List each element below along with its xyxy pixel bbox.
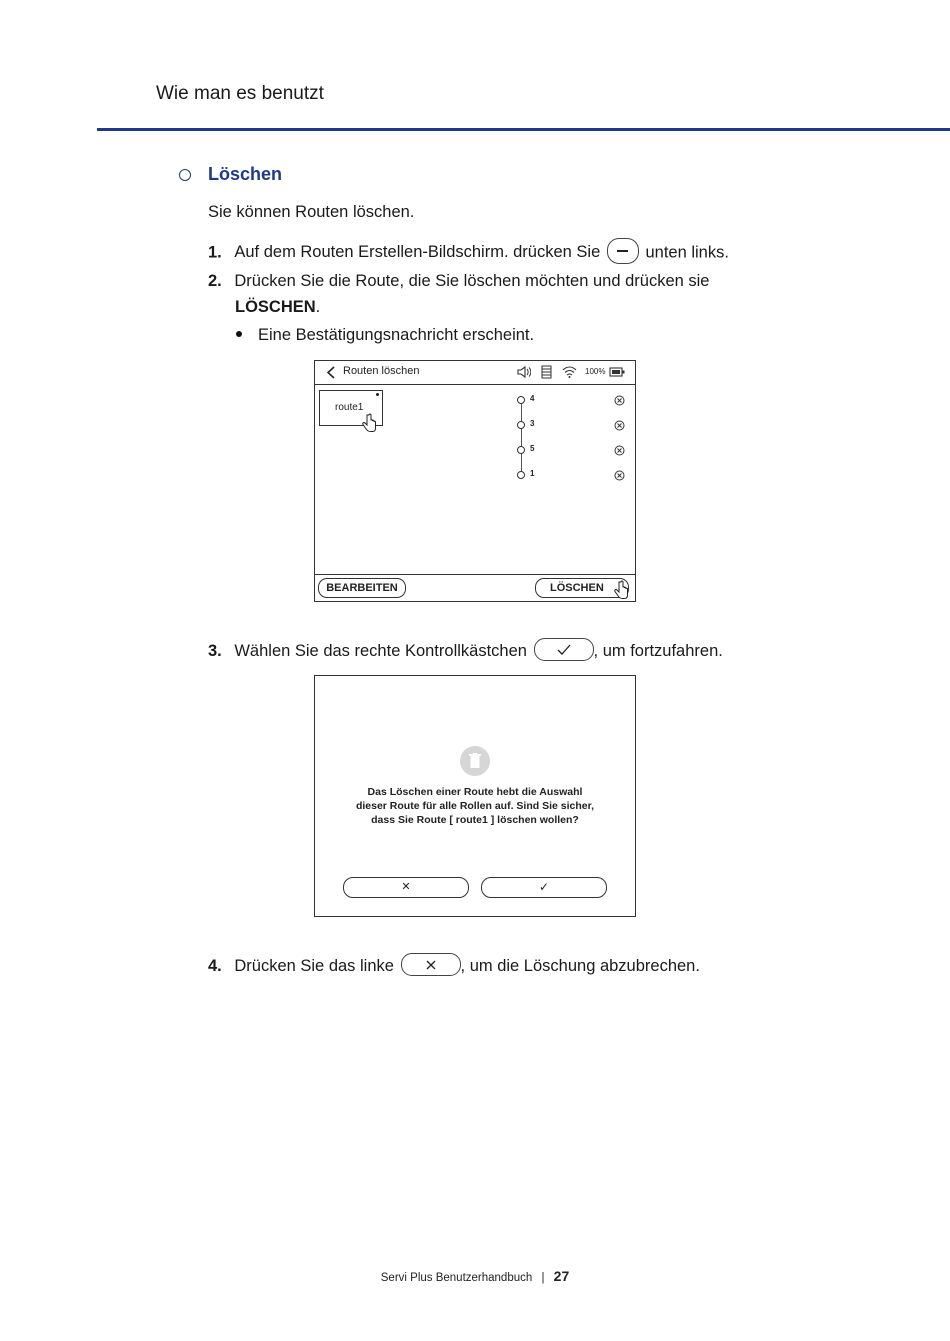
remove-circle-icon[interactable]: [614, 445, 625, 456]
remove-circle-icon[interactable]: [614, 395, 625, 406]
page-header-title: Wie man es benutzt: [156, 83, 324, 104]
page-footer: [0, 1268, 950, 1284]
step-2-period: .: [315, 298, 321, 316]
route-node-icon: [517, 421, 525, 429]
confirmation-message-line: dieser Route für alle Rollen auf. Sind Sie sicher,: [355, 800, 595, 812]
footer-book-title: Servi Plus Benutzerhandbuch: [380, 1272, 533, 1284]
hand-pointer-icon: [362, 413, 377, 433]
step-2-number: 2.: [208, 272, 222, 290]
confirm-button[interactable]: [481, 877, 607, 898]
section-intro: Sie können Routen löschen.: [208, 203, 415, 221]
step-1: [208, 240, 729, 266]
header-divider: [97, 128, 950, 131]
step-4-text: Drücken Sie das linke: [234, 956, 394, 975]
page-number: 27: [553, 1268, 570, 1284]
step-1-text: Auf dem Routen Erstellen-Bildschirm. drücken Sie: [234, 243, 601, 262]
stack-icon: [541, 365, 552, 379]
screen1-title: Routen löschen: [343, 365, 420, 377]
step-3: [208, 640, 723, 663]
minus-button-icon: [607, 238, 639, 264]
back-arrow-icon: [327, 366, 335, 379]
route-list-label: 5: [530, 444, 535, 453]
step-4-number: 4.: [208, 956, 222, 975]
footer-separator: |: [541, 1272, 545, 1284]
close-icon: ✕: [401, 881, 411, 893]
wifi-icon: [562, 366, 577, 378]
delete-button-label: LÖSCHEN: [550, 582, 604, 594]
speaker-icon: [517, 366, 531, 378]
screen1-bottom-divider: [315, 574, 635, 575]
trash-icon: [460, 746, 490, 776]
check-icon: [557, 644, 571, 655]
step-1-text-after: unten links.: [645, 243, 729, 262]
confirmation-message-line: dass Sie Route [ route1 ] löschen wollen?: [371, 814, 579, 826]
check-button-icon: [534, 638, 594, 661]
route-list-label: 3: [530, 419, 535, 428]
remove-circle-icon[interactable]: [614, 420, 625, 431]
check-icon: ✓: [538, 880, 550, 894]
step-1-number: 1.: [208, 243, 222, 262]
confirmation-message-line: Das Löschen einer Route hebt die Auswahl: [367, 786, 583, 798]
route-node-icon: [517, 471, 525, 479]
route-card-dot: [376, 393, 379, 396]
route-node-icon: [517, 396, 525, 404]
cancel-button[interactable]: [343, 877, 469, 898]
step-3-number: 3.: [208, 641, 222, 660]
step-2-line2: [235, 298, 320, 317]
screenshot-routes-delete: [314, 360, 636, 602]
confirmation-message: [315, 785, 635, 827]
hand-pointer-icon: [614, 580, 628, 599]
screen1-topbar: [315, 361, 635, 385]
battery-icon: [609, 367, 625, 377]
step-4-text-after: , um die Löschung abzubrechen.: [460, 956, 700, 975]
battery-percent: 100%: [585, 367, 606, 376]
step-3-text: Wählen Sie das rechte Kontrollkästchen: [234, 641, 527, 660]
section-title: Löschen: [208, 164, 283, 184]
step-2-bold: LÖSCHEN: [235, 298, 316, 316]
minus-icon: [617, 250, 628, 252]
step-3-text-after: , um fortzufahren.: [593, 641, 723, 660]
remove-circle-icon[interactable]: [614, 470, 625, 481]
route-list-connector: [521, 402, 522, 476]
step-2-bullet-text: Eine Bestätigungsnachricht erscheint.: [258, 326, 535, 344]
route-node-icon: [517, 446, 525, 454]
bullet-icon: [236, 331, 242, 337]
route-card-label: route1: [335, 402, 364, 413]
edit-button[interactable]: BEARBEITEN: [318, 578, 406, 598]
close-icon: [426, 960, 436, 970]
section-circle-icon: [179, 169, 191, 181]
route-list-label: 1: [530, 469, 535, 478]
route-list-label: 4: [530, 394, 535, 403]
close-button-icon: [401, 953, 461, 976]
screenshot-delete-confirmation: [314, 675, 636, 917]
step-4: [208, 955, 700, 978]
step-2-bullet: [236, 326, 534, 345]
step-2-text: Drücken Sie die Route, die Sie löschen möchten und drücken sie: [234, 272, 710, 290]
step-2: [208, 272, 709, 291]
